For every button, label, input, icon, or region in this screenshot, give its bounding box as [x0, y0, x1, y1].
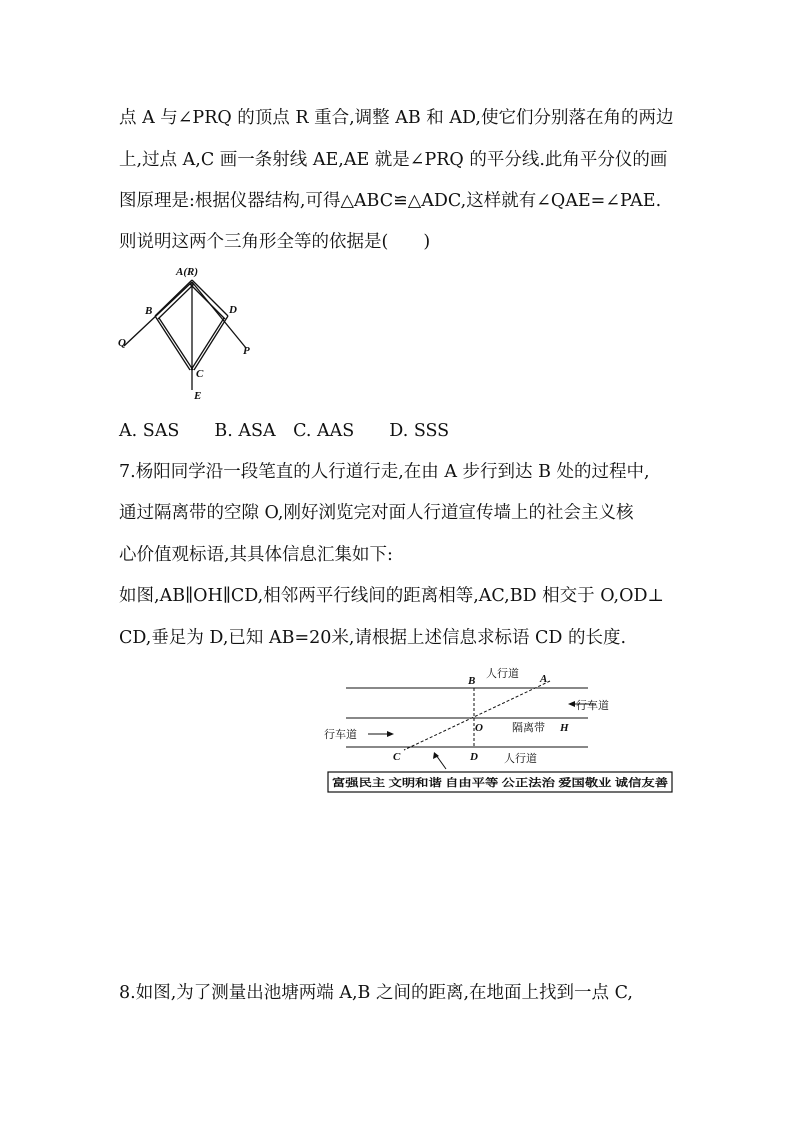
label-sidewalk-top: 人行道	[486, 668, 519, 680]
label-median: 隔离带	[512, 722, 545, 734]
segment-ac	[404, 681, 550, 750]
label-p: P	[243, 345, 250, 357]
q8-text-line-1: 8.如图,为了测量出池塘两端 A,B 之间的距离,在地面上找到一点 C,	[119, 983, 633, 1003]
label-b: B	[145, 305, 153, 317]
q7-road-figure	[320, 663, 676, 795]
label-a-r: A(R)	[176, 266, 198, 278]
label-d: D	[229, 304, 237, 316]
slogan-text: 富强民主 文明和谐 自由平等 公正法治 爱国敬业 诚信友善	[332, 778, 598, 789]
label-lane-right: 行车道	[576, 700, 609, 712]
q6-text-line-3: 图原理是:根据仪器结构,可得△ABC≌△ADC,这样就有∠QAE=∠PAE.	[119, 191, 662, 211]
q7-text-line-2: 通过隔离带的空隙 O,刚好浏览完对面人行道宣传墙上的社会主义核	[119, 503, 634, 523]
label-d: D	[470, 751, 478, 763]
label-lane-left: 行车道	[324, 729, 357, 741]
label-a: A	[540, 673, 548, 685]
q7-text-line-1: 7.杨阳同学沿一段笔直的人行道行走,在由 A 步行到达 B 处的过程中,	[119, 462, 650, 482]
label-sidewalk-bottom: 人行道	[504, 753, 537, 765]
q7-text-line-3: 心价值观标语,其具体信息汇集如下:	[119, 545, 393, 565]
arrow-left-icon	[568, 701, 575, 707]
q6-angle-bisector-figure	[110, 262, 270, 406]
label-q: Q	[118, 337, 126, 349]
label-b: B	[468, 675, 476, 687]
q6-text-line-4: 则说明这两个三角形全等的依据是( )	[119, 232, 431, 252]
q6-text-line-2: 上,过点 A,C 画一条射线 AE,AE 就是∠PRQ 的平分线.此角平分仪的画	[119, 150, 668, 170]
ray-rp	[192, 282, 246, 348]
q6-text-line-1: 点 A 与∠PRQ 的顶点 R 重合,调整 AB 和 AD,使它们分别落在角的两边	[119, 108, 674, 128]
label-c: C	[196, 368, 204, 380]
label-c: C	[393, 751, 401, 763]
q7-text-line-4: 如图,AB∥OH∥CD,相邻两平行线间的距离相等,AC,BD 相交于 O,OD⊥	[119, 586, 664, 606]
q6-options: A. SAS B. ASA C. AAS D. SSS	[119, 421, 450, 441]
label-h: H	[560, 722, 569, 734]
ray-rq	[124, 282, 192, 346]
label-o: O	[475, 722, 483, 734]
arrow-right-icon	[387, 731, 394, 737]
label-e: E	[194, 390, 202, 402]
q7-text-line-5: CD,垂足为 D,已知 AB=20米,请根据上述信息求标语 CD 的长度.	[119, 628, 627, 648]
